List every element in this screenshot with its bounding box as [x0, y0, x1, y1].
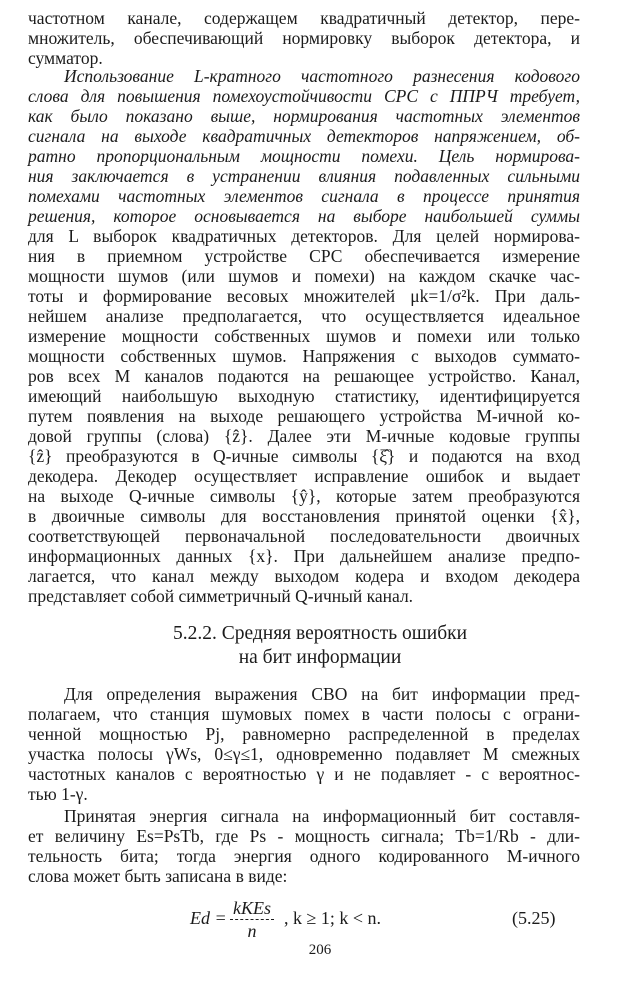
text-line: измерение мощности собственных шумов и помехи или только — [28, 326, 580, 346]
section-heading-line-2: на бит информации — [238, 647, 402, 668]
text-line: мощности собственных шумов. Напряжения с выходов суммато- — [28, 346, 580, 366]
text-line: имеющий наибольшую выходную статистику, идентифицируется — [28, 386, 580, 406]
text-line: участка полосы γWs, 0≤γ≤1, одновременно подавляет M смежных — [28, 744, 580, 764]
text-line: представляет собой симметричный Q-ичный канал. — [28, 586, 414, 606]
equation-5-25 — [180, 898, 600, 942]
equation-fraction — [228, 898, 276, 941]
text-line: множитель, обеспечивающий нормировку выборок детектора, и — [28, 28, 580, 48]
text-line: ния в приемном устройстве СРС обеспечивается измерение — [28, 246, 580, 266]
text-line: на выходе Q-ичные символы {ŷ}, которые затем преобразуются — [28, 486, 580, 506]
text-line: ратно пропорциональным мощности помехи. Цель нормирова- — [28, 146, 580, 166]
text-line: нейшем анализе предполагается, что осуществляется идеальное — [28, 306, 580, 326]
text-line: довой группы (слова) {ẑ}. Далее эти M-ичные кодовые группы — [28, 426, 580, 446]
text-line: решения, которое основывается на выборе наибольшей суммы — [28, 206, 580, 226]
text-line: мощности шумов (или шумов и помехи) на каждом скачке час- — [28, 266, 580, 286]
text-line: слова для повышения помехоустойчивости СРС с ППРЧ требует, — [28, 86, 580, 106]
text-line: тельность бита; тогда энергия одного кодированного M-ичного — [28, 846, 580, 866]
text-line: сумматор. — [28, 48, 103, 68]
text-line: ет величину Es=PsTb, где Ps - мощность сигнала; Tb=1/Rb - дли- — [28, 826, 580, 846]
text-line: Для определения выражения СВО на бит информации пред- — [64, 684, 580, 704]
fraction-bar — [230, 919, 274, 920]
text-line: сигнала на выходе квадратичных детекторов напряжением, об- — [28, 126, 580, 146]
equation-conditions: , k ≥ 1; k < n. — [284, 908, 382, 928]
text-line: ния заключается в устранении влияния подавленных сильными — [28, 166, 580, 186]
text-line: полагаем, что станция шумовых помех в части полосы с ограни- — [28, 704, 580, 724]
text-line: соответствующей первоначальной последовательности двоичных — [28, 526, 580, 546]
text-line: тью 1-γ. — [28, 784, 88, 804]
equation-number: (5.25) — [512, 908, 556, 928]
text-line: декодера. Декодер осуществляет исправление ошибок и выдает — [28, 466, 580, 486]
text-line: ченной мощностью Pj, равномерно распределенной в пределах — [28, 724, 580, 744]
equation-denominator: n — [247, 921, 257, 941]
equation-lhs: Ed = — [190, 908, 227, 928]
text-line: помехами частотных элементов сигнала в процессе принятия — [28, 186, 580, 206]
text-line: лагается, что канал между выходом кодера и входом декодера — [28, 566, 580, 586]
text-line: тоты и формирование весовых множителей μk=1/σ²k. При даль- — [28, 286, 580, 306]
text-line: частотном канале, содержащем квадратичный детектор, пере- — [28, 8, 580, 28]
text-line: частотных каналов с вероятностью γ и не подавляет - с вероятнос- — [28, 764, 580, 784]
text-line: Принятая энергия сигнала на информационный бит составля- — [64, 806, 580, 826]
text-line: ров всех M каналов подаются на решающее устройство. Канал, — [28, 366, 580, 386]
text-line: слова может быть записана в виде: — [28, 866, 288, 886]
text-line: как было показано выше, нормирования частотных элементов — [28, 106, 580, 126]
text-line: информационных данных {x}. При дальнейшем анализе предпо- — [28, 546, 580, 566]
text-line: путем появления на выходе решающего устройства M-ичной ко- — [28, 406, 580, 426]
equation-numerator: kKEs — [233, 898, 271, 918]
text-line: для L выборок квадратичных детекторов. Для целей нормирова- — [28, 226, 580, 246]
text-line: Использование L-кратного частотного разнесения кодового — [64, 66, 580, 86]
page-number: 206 — [308, 942, 332, 958]
section-heading-line-1: 5.2.2. Средняя вероятность ошибки — [172, 623, 468, 644]
text-line: в двоичные символы для восстановления принятой оценки {x̂}, — [28, 506, 580, 526]
text-line: {ẑ} преобразуются в Q-ичные символы {ξ̂} и подаются на вход — [28, 446, 580, 466]
